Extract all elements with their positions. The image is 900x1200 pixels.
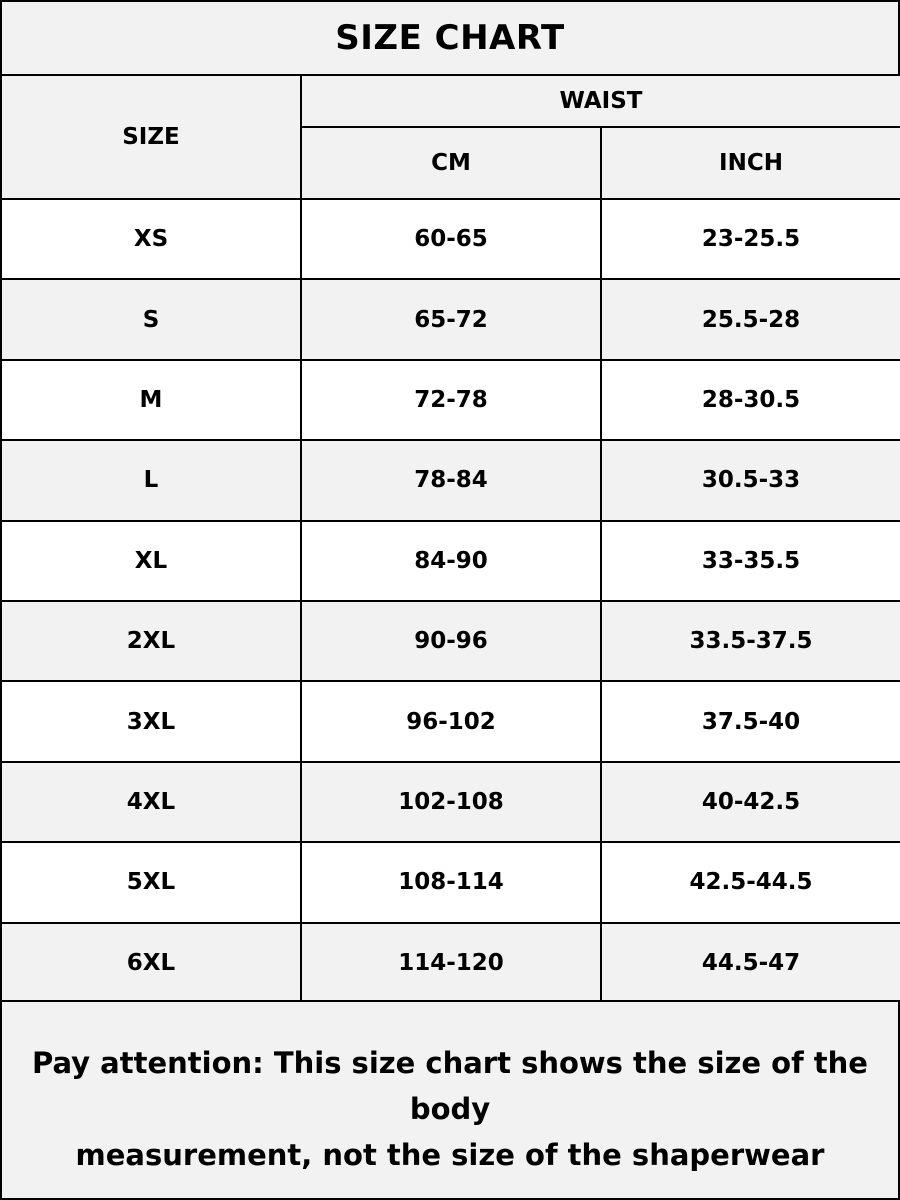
inch-cell: 30.5-33 [601,440,900,520]
table-row [1,279,900,359]
size-rows [1,199,900,1003]
table-row [1,762,900,842]
inch-cell: 37.5-40 [601,681,900,761]
size-table [0,74,900,1004]
cm-cell: 72-78 [301,360,601,440]
inch-cell: 40-42.5 [601,762,900,842]
size-cell: XS [1,199,301,279]
size-cell: 2XL [1,601,301,681]
cm-cell: 102-108 [301,762,601,842]
attention-note [0,1000,900,1200]
size-cell: M [1,360,301,440]
table-row [1,842,900,922]
table-row [1,360,900,440]
inch-cell: 25.5-28 [601,279,900,359]
note-line-2: measurement, not the size of the shaperwear [75,1138,825,1172]
cm-cell: 108-114 [301,842,601,922]
cm-cell: 90-96 [301,601,601,681]
table-row [1,601,900,681]
size-cell: S [1,279,301,359]
inch-cell: 33-35.5 [601,521,900,601]
cm-column-header: CM [301,127,601,199]
inch-cell: 33.5-37.5 [601,601,900,681]
size-cell: 3XL [1,681,301,761]
size-cell: XL [1,521,301,601]
inch-column-header: INCH [601,127,900,199]
inch-cell: 23-25.5 [601,199,900,279]
inch-cell: 28-30.5 [601,360,900,440]
size-column-header: SIZE [1,75,301,199]
inch-cell: 42.5-44.5 [601,842,900,922]
table-row [1,440,900,520]
waist-group-header: WAIST [301,75,900,127]
cm-cell: 65-72 [301,279,601,359]
cm-cell: 114-120 [301,923,601,1003]
size-cell: 5XL [1,842,301,922]
table-row [1,521,900,601]
table-row [1,681,900,761]
chart-title: SIZE CHART [0,0,900,76]
inch-cell: 44.5-47 [601,923,900,1003]
size-cell: 4XL [1,762,301,842]
note-line-1: Pay attention: This size chart shows the size of the body [32,1046,868,1126]
cm-cell: 60-65 [301,199,601,279]
size-cell: L [1,440,301,520]
table-row [1,923,900,1003]
table-row [1,199,900,279]
cm-cell: 78-84 [301,440,601,520]
cm-cell: 84-90 [301,521,601,601]
cm-cell: 96-102 [301,681,601,761]
size-cell: 6XL [1,923,301,1003]
